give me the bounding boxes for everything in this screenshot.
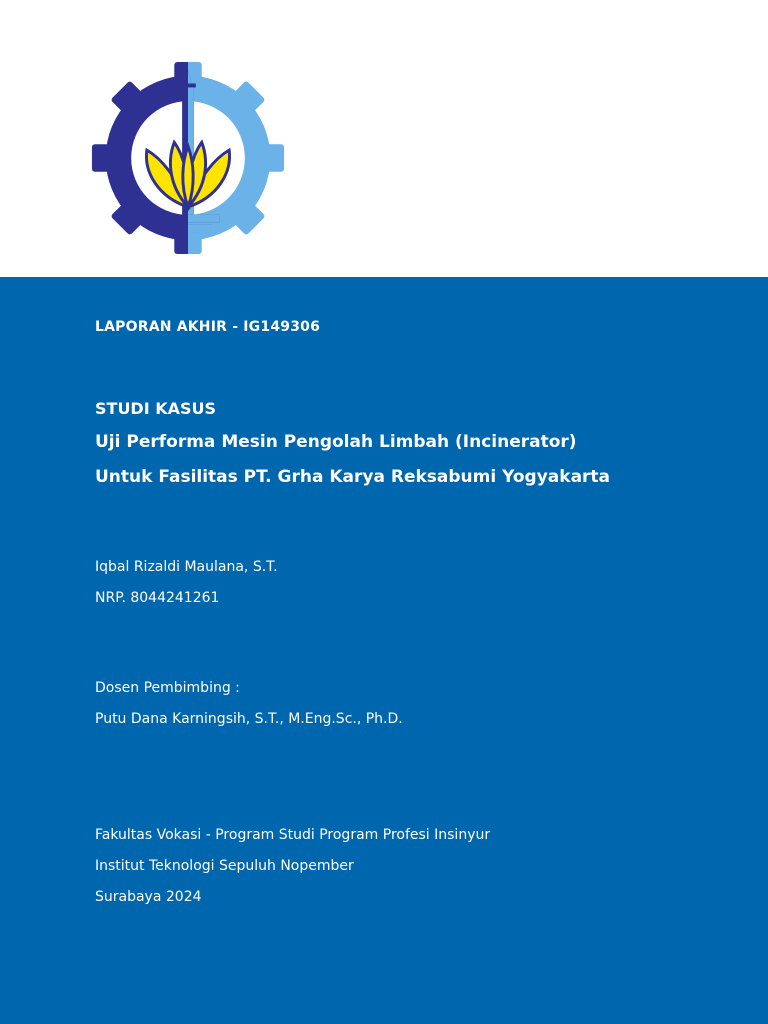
author-name: Iqbal Rizaldi Maulana, S.T. xyxy=(95,559,278,575)
faculty-program: Fakultas Vokasi - Program Studi Program Profesi Insinyur xyxy=(95,827,491,843)
institution-logo-icon xyxy=(90,60,286,256)
study-label: STUDI KASUS xyxy=(95,399,217,418)
city-year: Surabaya 2024 xyxy=(95,889,202,905)
cover-header xyxy=(0,0,768,277)
report-title-line-2: Untuk Fasilitas PT. Grha Karya Reksabumi Yogyakarta xyxy=(95,467,611,487)
cover-info-panel xyxy=(0,277,768,1024)
report-title-line-1: Uji Performa Mesin Pengolah Limbah (Incinerator) xyxy=(95,432,577,452)
student-id: NRP. 8044241261 xyxy=(95,590,220,606)
institute-name: Institut Teknologi Sepuluh Nopember xyxy=(95,858,354,874)
report-code: LAPORAN AKHIR - IG149306 xyxy=(95,319,321,335)
advisor-label: Dosen Pembimbing : xyxy=(95,680,240,696)
advisor-name: Putu Dana Karningsih, S.T., M.Eng.Sc., Ph.D. xyxy=(95,711,403,727)
